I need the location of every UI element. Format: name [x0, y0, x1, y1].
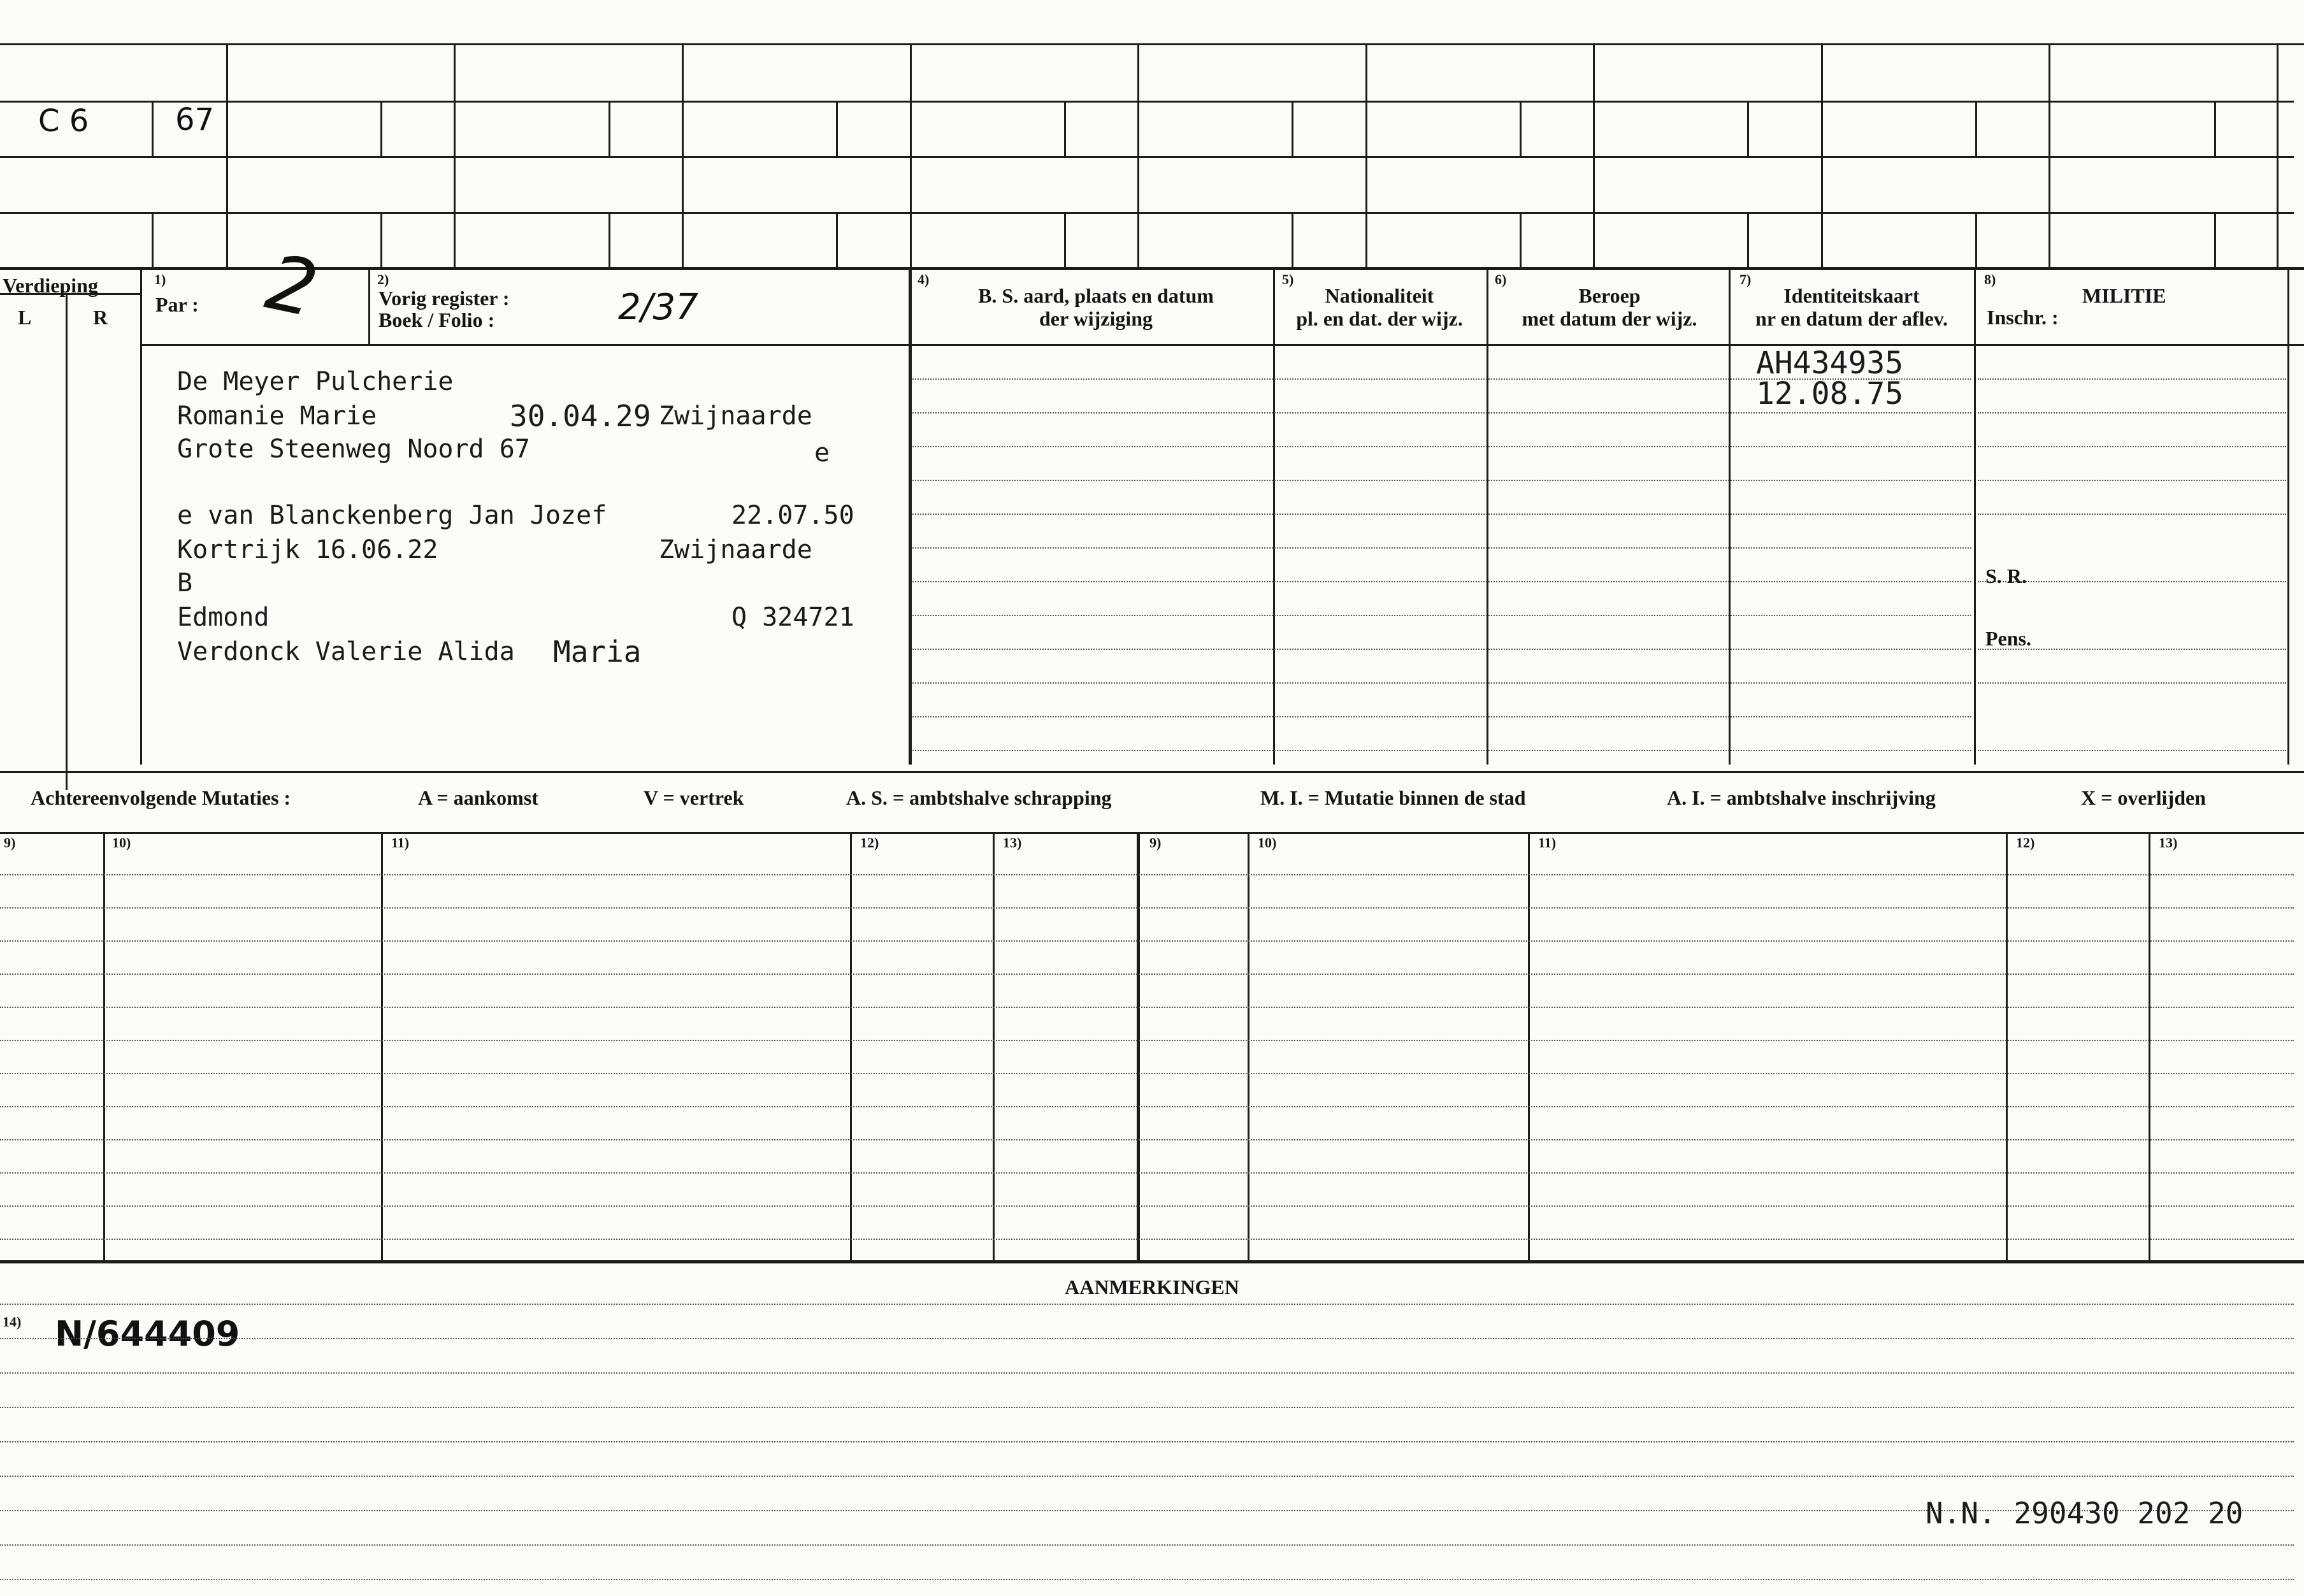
top-grid [0, 0, 2304, 268]
record-body [0, 268, 2304, 771]
mutaties-title: Achtereenvolgende Mutaties : [31, 786, 291, 809]
mut-col-9: 12) [2016, 835, 2035, 851]
pens-label: Pens. [1985, 627, 2031, 650]
mut-col-2: 10) [112, 835, 131, 851]
aanmerkingen-title: AANMERKINGEN [1065, 1276, 1239, 1298]
id-date: 12.08.75 [1756, 376, 1904, 412]
mut-col-7: 10) [1258, 835, 1277, 851]
entry-line8-b: Maria [553, 635, 642, 669]
legend-as: A. S. = ambtshalve schrapping [846, 786, 1112, 809]
entry-line1: De Meyer Pulcherie [177, 367, 454, 396]
note-8: 8) [1984, 271, 1996, 287]
entry-line2-name: Romanie Marie [177, 401, 377, 431]
mut-col-6: 9) [1149, 835, 1162, 851]
inschr-label: Inschr. : [1987, 306, 2059, 329]
entry-line2-date: 30.04.29 [510, 399, 651, 433]
grid-number: 67 [175, 102, 215, 138]
entry-line5-place: Kortrijk 16.06.22 [177, 535, 438, 564]
entry-line4-date: 22.07.50 [731, 501, 854, 530]
mut-col-4: 12) [860, 835, 879, 851]
nn-number: N.N. 290430 202 20 [1926, 1496, 2243, 1530]
legend-a: A = aankomst [418, 786, 538, 809]
mut-col-8: 11) [1538, 835, 1557, 851]
id-line2: nr en datum der aflev. [1755, 307, 1948, 330]
note-6: 6) [1495, 271, 1507, 287]
mut-col-10: 13) [2159, 835, 2178, 851]
id-number: AH434935 [1756, 345, 1904, 381]
legend-ai: A. I. = ambtshalve inschrijving [1667, 786, 1936, 809]
ber-line1: Beroep [1578, 284, 1641, 307]
boek-folio-label: Boek / Folio : [378, 308, 495, 331]
nat-line2: pl. en dat. der wijz. [1296, 307, 1463, 330]
entry-line4-name: e van Blanckenberg Jan Jozef [177, 501, 607, 530]
bs-line1: B. S. aard, plaats en datum [978, 284, 1214, 307]
col-r-label: R [93, 306, 108, 329]
entry-line7-name: Edmond [177, 603, 270, 632]
par-value: 2 [259, 238, 325, 335]
legend-mi: M. I. = Mutatie binnen de stad [1260, 786, 1526, 809]
entry-line8-a: Verdonck Valerie Alida [177, 637, 515, 666]
legend-v: V = vertrek [644, 786, 744, 809]
mut-col-3: 11) [391, 835, 410, 851]
entry-line3-addr: Grote Steenweg Noord 67 [177, 435, 530, 464]
bs-line2: der wijziging [1039, 307, 1153, 330]
legend-x: X = overlijden [2081, 786, 2206, 809]
par-label: Par : [155, 293, 199, 316]
note-2: 2) [377, 271, 389, 287]
grid-code: C 6 [38, 103, 89, 139]
aanmerkingen-value: N/644409 [55, 1314, 240, 1354]
mut-col-1: 9) [4, 835, 16, 851]
nat-line1: Nationaliteit [1325, 284, 1434, 307]
entry-line3-e: e [814, 438, 830, 468]
note-14: 14) [3, 1314, 22, 1330]
boek-folio-value: 2/37 [618, 287, 698, 328]
entry-line7-code: Q 324721 [731, 603, 854, 632]
aanmerkingen-section [0, 1260, 2304, 1596]
mutaties-legend [0, 771, 2304, 832]
note-1: 1) [154, 271, 166, 287]
sr-label: S. R. [1985, 564, 2027, 587]
entry-line6: B [177, 568, 193, 598]
entry-line5-place2: Zwijnaarde [659, 535, 812, 564]
entry-line2-place: Zwijnaarde [659, 401, 812, 431]
militie-heading: MILITIE [2082, 284, 2166, 307]
note-5: 5) [1282, 271, 1294, 287]
mut-col-5: 13) [1003, 835, 1022, 851]
note-4: 4) [918, 271, 930, 287]
col-l-label: L [18, 306, 32, 329]
vorig-register-label: Vorig register : [378, 287, 510, 310]
id-line1: Identiteitskaart [1783, 284, 1920, 307]
mutaties-table [0, 832, 2304, 1260]
note-7: 7) [1739, 271, 1752, 287]
verdieping-label: Verdieping [3, 274, 98, 297]
ber-line2: met datum der wijz. [1522, 307, 1697, 330]
